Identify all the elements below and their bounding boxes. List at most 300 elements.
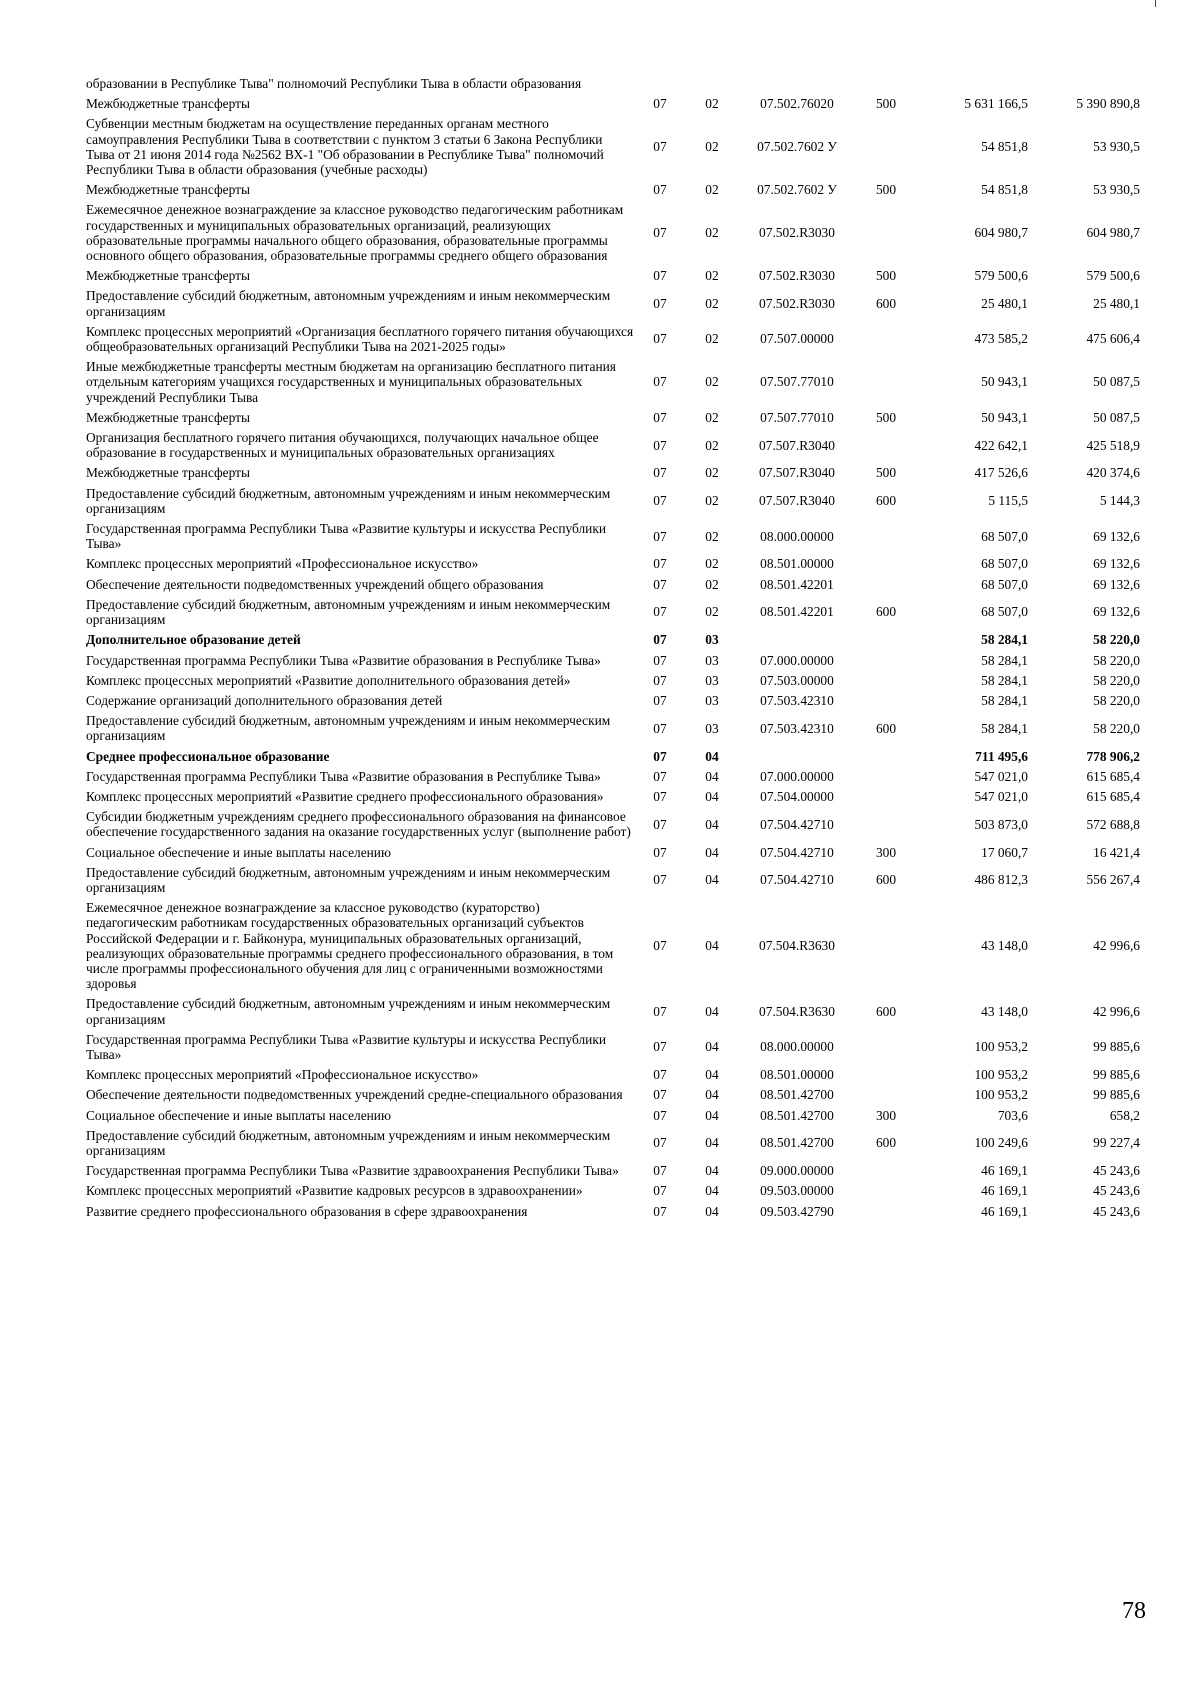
row-subsection: 04 <box>705 1183 719 1199</box>
row-name: Субсидии бюджетным учреждениям среднего профессионального образования на финансовое обеспечение государственного задания на оказание государственных услуг (выполнение работ) <box>86 809 631 840</box>
row-section: 07 <box>653 748 667 764</box>
row-amount-year-2: 58 220,0 <box>1093 652 1140 668</box>
row-amount-year-2: 53 930,5 <box>1093 182 1140 198</box>
row-target-article: 08.501.42700 <box>760 1107 834 1123</box>
row-name: Социальное обеспечение и иные выплаты населению <box>86 844 391 860</box>
row-amount-year-2: 99 227,4 <box>1093 1135 1140 1151</box>
row-name: Государственная программа Республики Тыва «Развитие образования в Республике Тыва» <box>86 768 601 784</box>
row-amount-year-1: 58 284,1 <box>981 672 1028 688</box>
row-section: 07 <box>653 632 667 648</box>
row-expense-type <box>856 519 916 554</box>
row-amount-year-1: 43 148,0 <box>981 938 1028 954</box>
row-expense-type: 600 <box>875 872 897 888</box>
row-name: Содержание организаций дополнительного образования детей <box>86 692 443 708</box>
row-expense-type <box>856 787 916 807</box>
row-target-article: 07.504.42710 <box>760 872 834 888</box>
table-row <box>86 787 1140 807</box>
row-expense-type: 500 <box>875 268 897 284</box>
row-subsection: 04 <box>705 816 719 832</box>
row-expense-type: 600 <box>875 296 897 312</box>
row-expense-type <box>856 554 916 574</box>
row-amount-year-1: 486 812,3 <box>974 872 1028 888</box>
row-target-article <box>738 630 856 650</box>
row-name: образовании в Республике Тыва" полномочий Республики Тыва в области образования <box>86 76 582 91</box>
table-row <box>86 286 1140 321</box>
row-name: Предоставление субсидий бюджетным, автономным учреждениям и иным некоммерческим организациям <box>86 996 611 1027</box>
table-row <box>86 863 1140 898</box>
row-amount-year-2: 475 606,4 <box>1086 331 1140 347</box>
row-section: 07 <box>653 1067 667 1083</box>
row-target-article: 07.504.R3630 <box>759 1003 835 1019</box>
row-expense-type <box>856 74 916 94</box>
row-expense-type <box>856 575 916 595</box>
row-name: Межбюджетные трансферты <box>86 96 250 112</box>
row-subsection: 04 <box>705 768 719 784</box>
row-expense-type: 600 <box>875 1003 897 1019</box>
row-amount-year-2: 58 220,0 <box>1093 632 1140 648</box>
row-target-article: 07.502.R3030 <box>759 225 835 241</box>
row-section: 07 <box>653 1163 667 1179</box>
row-target-article: 07.503.00000 <box>760 672 834 688</box>
row-subsection: 04 <box>705 788 719 804</box>
table-row <box>86 484 1140 519</box>
table-row <box>86 1085 1140 1105</box>
row-amount-year-1: 46 169,1 <box>981 1163 1028 1179</box>
row-subsection: 04 <box>705 1003 719 1019</box>
row-section: 07 <box>653 768 667 784</box>
row-subsection: 03 <box>705 632 719 648</box>
row-expense-type: 600 <box>875 1135 897 1151</box>
table-row <box>86 428 1140 463</box>
row-expense-type <box>856 114 916 180</box>
row-amount-year-2: 658,2 <box>1109 1107 1140 1123</box>
table-row <box>86 1106 1140 1126</box>
row-expense-type <box>856 1202 916 1222</box>
row-name: Межбюджетные трансферты <box>86 409 250 425</box>
row-amount-year-1: 58 284,1 <box>981 652 1028 668</box>
row-name: Комплекс процессных мероприятий «Профессиональное искусство» <box>86 556 479 572</box>
row-section: 07 <box>653 1107 667 1123</box>
row-amount-year-1: 58 284,1 <box>981 632 1028 648</box>
table-row <box>86 1030 1140 1065</box>
row-amount-year-2: 53 930,5 <box>1093 139 1140 155</box>
row-target-article: 08.501.00000 <box>760 1067 834 1083</box>
row-subsection: 04 <box>705 1067 719 1083</box>
row-amount-year-1: 43 148,0 <box>981 1003 1028 1019</box>
table-row <box>86 711 1140 746</box>
row-section: 07 <box>653 465 667 481</box>
row-name: Комплекс процессных мероприятий «Организация бесплатного горячего питания обучающихся общеобразовательных организаций Республики Тыва на 2021-2025 годы» <box>86 323 634 355</box>
row-subsection: 02 <box>705 528 719 544</box>
row-amount-year-2: 99 885,6 <box>1093 1039 1140 1055</box>
row-section: 07 <box>653 528 667 544</box>
row-amount-year-2: 42 996,6 <box>1093 938 1140 954</box>
row-subsection: 04 <box>705 1135 719 1151</box>
row-amount-year-2: 615 685,4 <box>1086 768 1140 784</box>
row-expense-type <box>856 1030 916 1065</box>
row-expense-type <box>856 747 916 767</box>
row-amount-year-2: 50 087,5 <box>1093 409 1140 425</box>
row-amount-year-1: 50 943,1 <box>981 374 1028 390</box>
row-expense-type <box>856 1065 916 1085</box>
table-row <box>86 575 1140 595</box>
row-expense-type <box>856 1085 916 1105</box>
row-target-article: 07.502.R3030 <box>759 268 835 284</box>
row-amount-year-2: 58 220,0 <box>1093 692 1140 708</box>
row-target-article: 08.000.00000 <box>760 528 834 544</box>
table-row <box>86 74 1140 94</box>
row-section: 07 <box>653 788 667 804</box>
row-amount-year-2: 615 685,4 <box>1086 788 1140 804</box>
table-row <box>86 630 1140 650</box>
row-amount-year-1: 68 507,0 <box>981 556 1028 572</box>
row-subsection: 04 <box>705 872 719 888</box>
row-target-article: 08.501.42201 <box>760 576 834 592</box>
row-amount-year-2: 16 421,4 <box>1093 844 1140 860</box>
row-amount-year-1: 68 507,0 <box>981 528 1028 544</box>
row-expense-type <box>856 630 916 650</box>
row-amount-year-1: 54 851,8 <box>981 182 1028 198</box>
row-subsection: 04 <box>705 1107 719 1123</box>
row-name: Государственная программа Республики Тыва «Развитие культуры и искусства Республики Тыва» <box>86 1031 607 1062</box>
table-row <box>86 843 1140 863</box>
table-row <box>86 519 1140 554</box>
row-amount-year-1 <box>916 74 1028 94</box>
row-target-article: 07.502.76020 <box>760 96 834 112</box>
row-expense-type <box>856 1181 916 1201</box>
row-amount-year-1: 68 507,0 <box>981 604 1028 620</box>
row-section: 07 <box>653 816 667 832</box>
row-subsection: 04 <box>705 1203 719 1219</box>
row-amount-year-1: 417 526,6 <box>974 465 1028 481</box>
row-target-article: 07.507.00000 <box>760 331 834 347</box>
row-section: 07 <box>653 1183 667 1199</box>
row-amount-year-2: 45 243,6 <box>1093 1203 1140 1219</box>
row-target-article: 07.504.42710 <box>760 844 834 860</box>
row-amount-year-1: 100 953,2 <box>974 1039 1028 1055</box>
row-section: 07 <box>653 374 667 390</box>
row-name: Предоставление субсидий бюджетным, автономным учреждениям и иным некоммерческим организациям <box>86 596 611 628</box>
row-target-article: 09.503.00000 <box>760 1183 834 1199</box>
row-subsection: 03 <box>705 720 719 736</box>
row-section: 07 <box>653 1135 667 1151</box>
row-name: Государственная программа Республики Тыва «Развитие культуры и искусства Республики Тыва» <box>86 521 607 552</box>
row-section: 07 <box>653 604 667 620</box>
budget-table <box>86 74 1140 1222</box>
row-amount-year-2: 572 688,8 <box>1086 816 1140 832</box>
row-section: 07 <box>653 139 667 155</box>
table-row <box>86 554 1140 574</box>
row-subsection: 02 <box>705 225 719 241</box>
row-amount-year-1: 711 495,6 <box>975 748 1028 764</box>
row-section: 07 <box>653 182 667 198</box>
row-target-article: 07.000.00000 <box>760 768 834 784</box>
row-amount-year-2: 58 220,0 <box>1093 720 1140 736</box>
row-expense-type <box>856 671 916 691</box>
row-subsection: 04 <box>705 1039 719 1055</box>
row-amount-year-1: 68 507,0 <box>981 576 1028 592</box>
row-target-article: 08.501.00000 <box>760 556 834 572</box>
row-name: Предоставление субсидий бюджетным, автономным учреждениям и иным некоммерческим организациям <box>86 713 611 744</box>
row-target-article: 07.503.42310 <box>760 692 834 708</box>
table-row <box>86 807 1140 842</box>
row-amount-year-2: 58 220,0 <box>1093 672 1140 688</box>
row-name: Межбюджетные трансферты <box>86 268 250 284</box>
row-amount-year-1: 46 169,1 <box>981 1203 1028 1219</box>
row-target-article: 07.504.R3630 <box>759 938 835 954</box>
row-name: Ежемесячное денежное вознаграждение за классное руководство педагогическим работникам государственных и муниципальных образовательных организаций, реализующих образовательные программы начального общего образования, образовательные программы основного общего образования, образовательные программы среднего общего образования <box>86 202 624 264</box>
row-target-article: 07.502.7602 У <box>757 139 837 155</box>
row-name: Предоставление субсидий бюджетным, автономным учреждениям и иным некоммерческим организациям <box>86 864 611 895</box>
table-row <box>86 1202 1140 1222</box>
row-section: 07 <box>653 296 667 312</box>
row-amount-year-1: 100 953,2 <box>974 1067 1028 1083</box>
row-amount-year-2: 778 906,2 <box>1086 748 1140 764</box>
row-expense-type <box>856 428 916 463</box>
row-amount-year-1: 503 873,0 <box>974 816 1028 832</box>
row-subsection: 02 <box>705 96 719 112</box>
row-amount-year-1: 58 284,1 <box>981 720 1028 736</box>
row-target-article: 07.507.R3040 <box>759 437 835 453</box>
row-section: 07 <box>653 576 667 592</box>
row-subsection: 02 <box>705 182 719 198</box>
corner-tick <box>1155 0 1156 7</box>
row-subsection: 04 <box>705 748 719 764</box>
row-expense-type: 500 <box>875 465 897 481</box>
row-section: 07 <box>653 331 667 347</box>
row-amount-year-1: 25 480,1 <box>981 296 1028 312</box>
row-section: 07 <box>653 1203 667 1219</box>
table-row <box>86 747 1140 767</box>
row-section <box>634 74 686 94</box>
row-section: 07 <box>653 1003 667 1019</box>
row-subsection: 02 <box>705 409 719 425</box>
row-subsection: 03 <box>705 672 719 688</box>
row-name: Обеспечение деятельности подведомственных учреждений общего образования <box>86 576 544 592</box>
row-target-article: 08.000.00000 <box>760 1039 834 1055</box>
row-section: 07 <box>653 652 667 668</box>
row-expense-type <box>856 357 916 408</box>
row-target-article: 07.503.42310 <box>760 720 834 736</box>
row-amount-year-1: 100 249,6 <box>974 1135 1028 1151</box>
row-section: 07 <box>653 96 667 112</box>
row-subsection: 04 <box>705 844 719 860</box>
row-amount-year-1: 547 021,0 <box>974 788 1028 804</box>
row-section: 07 <box>653 493 667 509</box>
table-row <box>86 1181 1140 1201</box>
row-expense-type <box>856 807 916 842</box>
row-target-article: 09.000.00000 <box>760 1163 834 1179</box>
row-amount-year-2: 45 243,6 <box>1093 1163 1140 1179</box>
row-amount-year-2: 425 518,9 <box>1086 437 1140 453</box>
row-subsection: 02 <box>705 576 719 592</box>
row-amount-year-2: 45 243,6 <box>1093 1183 1140 1199</box>
row-name: Комплекс процессных мероприятий «Развитие среднего профессионального образования» <box>86 788 604 804</box>
row-subsection: 02 <box>705 604 719 620</box>
row-section: 07 <box>653 409 667 425</box>
row-amount-year-1: 547 021,0 <box>974 768 1028 784</box>
row-amount-year-2 <box>1028 74 1140 94</box>
row-expense-type <box>856 322 916 357</box>
row-amount-year-2: 42 996,6 <box>1093 1003 1140 1019</box>
row-section: 07 <box>653 672 667 688</box>
row-amount-year-1: 703,6 <box>997 1107 1028 1123</box>
row-amount-year-2: 5 144,3 <box>1099 493 1140 509</box>
row-section: 07 <box>653 692 667 708</box>
table-row <box>86 322 1140 357</box>
row-expense-type: 600 <box>875 604 897 620</box>
row-section: 07 <box>653 268 667 284</box>
row-target-article: 08.501.42700 <box>760 1135 834 1151</box>
row-section: 07 <box>653 1087 667 1103</box>
row-subsection: 02 <box>705 556 719 572</box>
row-name: Межбюджетные трансферты <box>86 465 250 481</box>
table-row <box>86 266 1140 286</box>
row-expense-type: 600 <box>875 493 897 509</box>
table-row <box>86 1126 1140 1161</box>
row-name: Комплекс процессных мероприятий «Профессиональное искусство» <box>86 1067 479 1083</box>
row-name: Субвенции местным бюджетам на осуществление переданных органам местного самоуправления Республики Тыва в соответствии с пунктом 3 статьи 6 Закона Республики Тыва от 21 июня 2014 года №2562 ВХ-1 "Об образовании в Республике Тыва" полномочий Республики Тыва в области образования (учебные расходы) <box>86 116 604 178</box>
row-amount-year-1: 579 500,6 <box>974 268 1028 284</box>
row-amount-year-1: 50 943,1 <box>981 409 1028 425</box>
row-section: 07 <box>653 556 667 572</box>
row-target-article: 07.504.42710 <box>760 816 834 832</box>
row-amount-year-1: 5 631 166,5 <box>964 96 1028 112</box>
row-section: 07 <box>653 938 667 954</box>
row-name: Ежемесячное денежное вознаграждение за классное руководство (кураторство) педагогическим работникам государственных образовательных организаций субъектов Российской Федерации и г. Байконура, муниципальных образовательных организаций, реализующих образовательные программы среднего профессионального образования, в том числе программы профессионального обучения для лиц с ограниченными возможностями здоровья <box>86 900 614 992</box>
row-name: Развитие среднего профессионального образования в сфере здравоохранения <box>86 1203 528 1219</box>
table-row <box>86 994 1140 1029</box>
row-target-article: 07.507.77010 <box>760 374 834 390</box>
row-amount-year-2: 420 374,6 <box>1086 465 1140 481</box>
row-subsection: 02 <box>705 437 719 453</box>
row-expense-type <box>856 200 916 266</box>
row-amount-year-2: 99 885,6 <box>1093 1067 1140 1083</box>
row-name: Предоставление субсидий бюджетным, автономным учреждениям и иным некоммерческим организациям <box>86 1127 611 1158</box>
row-target-article: 08.501.42201 <box>760 604 834 620</box>
row-target-article: 07.502.R3030 <box>759 296 835 312</box>
row-target-article: 07.504.00000 <box>760 788 834 804</box>
row-subsection: 02 <box>705 493 719 509</box>
row-amount-year-2: 25 480,1 <box>1093 296 1140 312</box>
table-row <box>86 200 1140 266</box>
table-row <box>86 898 1140 994</box>
row-expense-type <box>856 898 916 994</box>
row-target-article: 07.507.R3040 <box>759 465 835 481</box>
row-section: 07 <box>653 872 667 888</box>
table-row <box>86 463 1140 483</box>
row-subsection: 02 <box>705 139 719 155</box>
row-amount-year-1: 473 585,2 <box>974 331 1028 347</box>
table-row <box>86 114 1140 180</box>
row-amount-year-2: 50 087,5 <box>1093 374 1140 390</box>
row-expense-type <box>856 767 916 787</box>
row-target-article: 07.502.7602 У <box>757 182 837 198</box>
row-subsection: 03 <box>705 652 719 668</box>
table-row <box>86 767 1140 787</box>
row-name: Межбюджетные трансферты <box>86 182 250 198</box>
row-section: 07 <box>653 720 667 736</box>
table-row <box>86 180 1140 200</box>
row-amount-year-1: 422 642,1 <box>974 437 1028 453</box>
row-expense-type: 600 <box>875 720 897 736</box>
row-section: 07 <box>653 437 667 453</box>
row-expense-type: 500 <box>875 409 897 425</box>
row-name: Дополнительное образование детей <box>86 632 301 648</box>
row-amount-year-1: 604 980,7 <box>974 225 1028 241</box>
row-name: Обеспечение деятельности подведомственных учреждений средне-специального образования <box>86 1087 623 1103</box>
row-amount-year-2: 69 132,6 <box>1093 604 1140 620</box>
row-expense-type <box>856 1161 916 1181</box>
table-row <box>86 595 1140 630</box>
row-target-article: 09.503.42790 <box>760 1203 834 1219</box>
row-expense-type: 500 <box>875 182 897 198</box>
row-expense-type: 300 <box>875 1107 897 1123</box>
row-section: 07 <box>653 1039 667 1055</box>
row-amount-year-2: 5 390 890,8 <box>1076 96 1140 112</box>
page-number: 78 <box>1122 1598 1146 1624</box>
row-amount-year-2: 99 885,6 <box>1093 1087 1140 1103</box>
row-amount-year-1: 17 060,7 <box>981 844 1028 860</box>
row-name: Предоставление субсидий бюджетным, автономным учреждениям и иным некоммерческим организациям <box>86 485 611 516</box>
row-expense-type: 500 <box>875 96 897 112</box>
row-name: Среднее профессиональное образование <box>86 748 330 764</box>
table-row <box>86 1161 1140 1181</box>
row-subsection: 02 <box>705 331 719 347</box>
row-subsection: 04 <box>705 938 719 954</box>
row-subsection: 02 <box>705 268 719 284</box>
row-subsection: 03 <box>705 692 719 708</box>
table-row <box>86 94 1140 114</box>
row-name: Государственная программа Республики Тыва «Развитие здравоохранения Республики Тыва» <box>86 1163 619 1179</box>
row-subsection: 02 <box>705 374 719 390</box>
row-amount-year-1: 46 169,1 <box>981 1183 1028 1199</box>
row-amount-year-1: 5 115,5 <box>988 493 1028 509</box>
row-subsection <box>686 74 738 94</box>
table-row <box>86 357 1140 408</box>
row-amount-year-2: 579 500,6 <box>1086 268 1140 284</box>
row-name: Комплекс процессных мероприятий «Развитие дополнительного образования детей» <box>86 672 571 688</box>
row-target-article <box>738 747 856 767</box>
row-name: Предоставление субсидий бюджетным, автономным учреждениям и иным некоммерческим организациям <box>86 288 611 319</box>
table-row <box>86 691 1140 711</box>
row-subsection: 02 <box>705 296 719 312</box>
row-name: Организация бесплатного горячего питания обучающихся, получающих начальное общее образование в государственных и муниципальных образовательных организациях <box>86 430 599 461</box>
row-target-article: 07.507.77010 <box>760 409 834 425</box>
row-expense-type: 300 <box>875 844 897 860</box>
table-row <box>86 651 1140 671</box>
table-row <box>86 671 1140 691</box>
row-target-article: 07.000.00000 <box>760 652 834 668</box>
row-subsection: 04 <box>705 1163 719 1179</box>
row-target-article: 08.501.42700 <box>760 1087 834 1103</box>
row-expense-type <box>856 651 916 671</box>
row-name: Государственная программа Республики Тыва «Развитие образования в Республике Тыва» <box>86 652 601 668</box>
row-subsection: 04 <box>705 1087 719 1103</box>
row-section: 07 <box>653 844 667 860</box>
table-row <box>86 408 1140 428</box>
row-section: 07 <box>653 225 667 241</box>
row-amount-year-2: 69 132,6 <box>1093 528 1140 544</box>
row-amount-year-2: 556 267,4 <box>1086 872 1140 888</box>
row-amount-year-2: 604 980,7 <box>1086 225 1140 241</box>
row-expense-type <box>856 691 916 711</box>
row-name: Социальное обеспечение и иные выплаты населению <box>86 1107 391 1123</box>
row-amount-year-2: 69 132,6 <box>1093 576 1140 592</box>
row-amount-year-1: 100 953,2 <box>974 1087 1028 1103</box>
row-target-article <box>738 74 856 94</box>
budget-table-body <box>86 74 1140 1222</box>
